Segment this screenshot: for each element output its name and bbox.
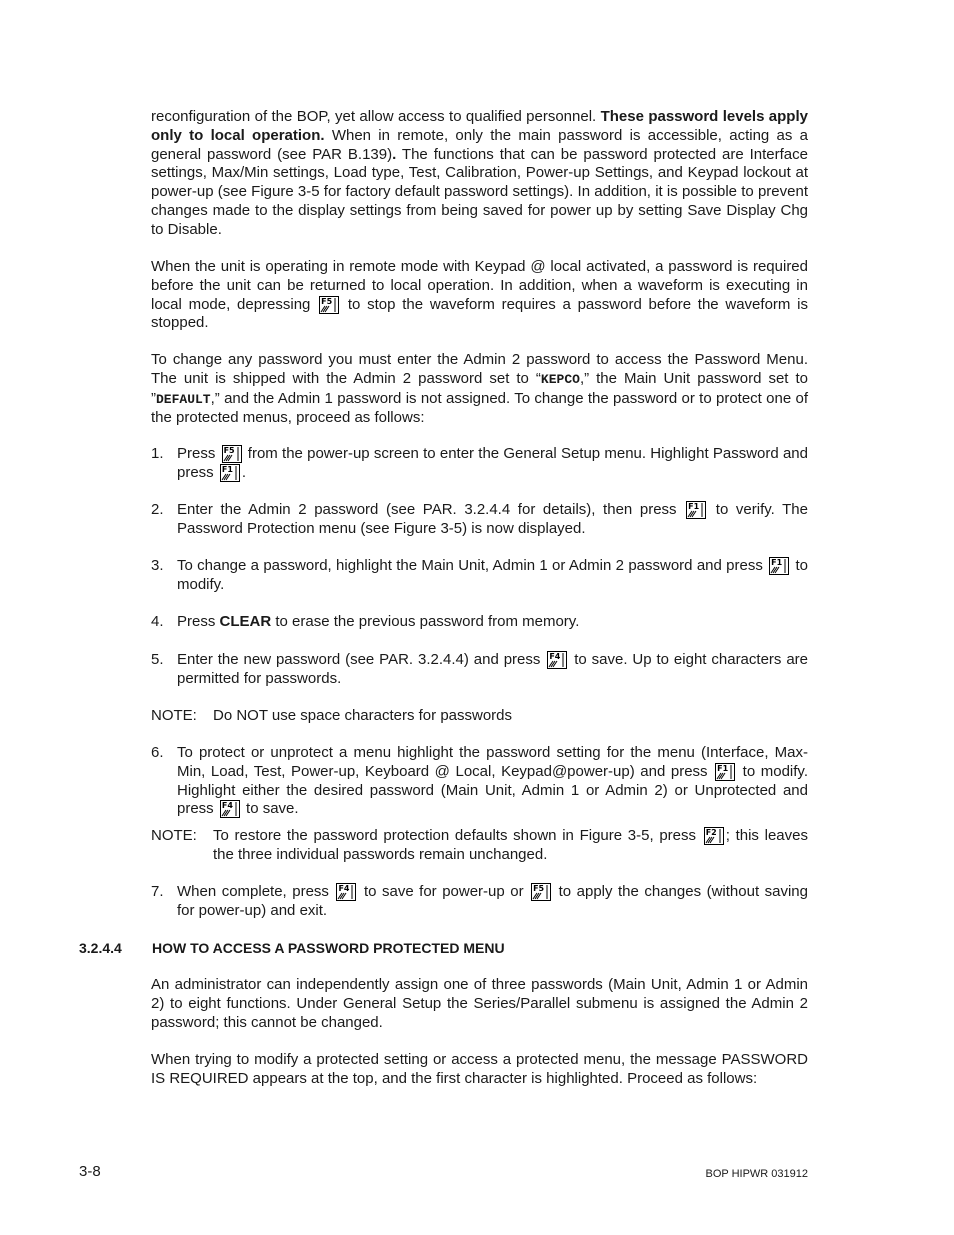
step-text bbox=[177, 501, 808, 539]
paragraph-remote-mode bbox=[151, 258, 808, 333]
note-text: Do NOT use space characters for passwords bbox=[213, 707, 513, 724]
text-run: to save. bbox=[241, 800, 299, 818]
paragraph-change-password bbox=[151, 351, 808, 428]
f5-key-icon bbox=[531, 883, 551, 901]
clear-key-label: CLEAR bbox=[219, 613, 272, 630]
step-number: 5. bbox=[151, 651, 164, 668]
key-label: F4 bbox=[338, 884, 350, 893]
text-run: ,” and the Admin 1 password is not assigned. To change the password or to protect one of the protected menus, proceed as follows: bbox=[151, 389, 808, 427]
text-run: To change any password you must enter the Admin 2 password to access the Password Menu. The unit is shipped with the Admin 2 password set to “ bbox=[151, 351, 808, 387]
step-number: 6. bbox=[151, 744, 164, 761]
text-run: The functions that can be password protected are Interface settings, Max/Min settings, Load type, Test, Calibration, Power-up Settings, and Keypad lockout at power-up (see Figure 3-5 for factory default password settings). In addition, it is possible to prevent changes made to the display settings from being saved for power up by setting Save Display Chg to Disable. bbox=[151, 145, 808, 238]
text-run: ,” the Main Unit password set to ” bbox=[151, 369, 808, 407]
text-run: ; this leaves the three individual passwords remain unchanged. bbox=[213, 827, 808, 863]
text-run: When the unit is operating in remote mode with Keypad @ local activated, a password is required before the unit can be returned to local operation. In addition, when a waveform is executing in local mode, depressing bbox=[151, 258, 808, 313]
key-label: F1 bbox=[771, 558, 783, 567]
text-run: reconfiguration of the BOP, yet allow access to qualified personnel. bbox=[151, 108, 601, 125]
default-password-default: DEFAULT bbox=[156, 391, 211, 407]
f5-key-icon bbox=[319, 296, 339, 314]
paragraph-password-required: When trying to modify a protected setting or access a protected menu, the message PASSWORD IS REQUIRED appears at the top, and the first character is highlighted. Proceed as follows: bbox=[151, 1051, 808, 1087]
paragraph-password-levels bbox=[151, 108, 808, 240]
f4-key-icon bbox=[547, 651, 567, 669]
default-password-kepco: KEPCO bbox=[540, 371, 580, 387]
text-run: to modify. Highlight either the desired password (Main Unit, Admin 1 or Admin 2) or Unprotected and press bbox=[177, 762, 808, 818]
section-number: 3.2.4.4 bbox=[79, 940, 122, 956]
paragraph-admin-assign: An administrator can independently assign one of three passwords (Main Unit, Admin 1 or Admin 2) to eight functions. Under General Setup the Series/Parallel submenu is assigned the Admin 2 password; this cannot be changed. bbox=[151, 976, 808, 1031]
f5-key-icon bbox=[222, 445, 242, 463]
step-text bbox=[177, 883, 808, 921]
key-label: F5 bbox=[223, 446, 235, 455]
text-run: When in remote, only the main password is accessible, acting as a general password (see PAR B.139) bbox=[151, 126, 809, 163]
section-title: HOW TO ACCESS A PASSWORD PROTECTED MENU bbox=[152, 940, 505, 956]
key-label: F5 bbox=[321, 296, 333, 306]
text-run: Enter the Admin 2 password (see PAR. 3.2.4.4 for details), then press bbox=[177, 501, 685, 518]
f1-key-icon bbox=[769, 557, 789, 575]
f4-key-icon bbox=[220, 800, 240, 818]
text-run: . bbox=[241, 463, 247, 481]
text-run: To change a password, highlight the Main Unit, Admin 1 or Admin 2 password and press bbox=[177, 557, 768, 574]
step-text bbox=[177, 445, 808, 483]
bold-text: . bbox=[392, 145, 397, 163]
f1-key-icon bbox=[686, 501, 706, 519]
f1-key-icon bbox=[715, 763, 735, 781]
step-number: 7. bbox=[151, 883, 164, 900]
key-label: F2 bbox=[705, 828, 717, 837]
page-number: 3-8 bbox=[79, 1163, 101, 1180]
text-run: from the power-up screen to enter the General Setup menu. Highlight Password and press bbox=[177, 445, 808, 481]
step-number: 1. bbox=[151, 445, 164, 462]
text-run: Enter the new password (see PAR. 3.2.4.4) and press bbox=[177, 651, 546, 668]
step-text bbox=[177, 613, 808, 632]
note-label: NOTE: bbox=[151, 827, 197, 844]
text-run: to save for power-up or bbox=[358, 883, 530, 900]
f4-key-icon bbox=[336, 883, 356, 901]
text-run: To protect or unprotect a menu highlight the password setting for the menu (Interface, Max-Min, Load, Test, Power-up, Keyboard @ Local, Keypad@power-up) and press bbox=[177, 744, 808, 780]
document-id: BOP HIPWR 031912 bbox=[705, 1168, 808, 1180]
text-run: to stop the waveform requires a password before the waveform is stopped. bbox=[151, 295, 808, 332]
f1-key-icon bbox=[220, 464, 240, 482]
key-label: F1 bbox=[221, 464, 233, 474]
text-run: To restore the password protection defaults shown in Figure 3-5, press bbox=[213, 827, 702, 844]
key-label: F5 bbox=[533, 884, 545, 893]
text-run: When complete, press bbox=[177, 883, 335, 900]
f2-key-icon bbox=[704, 827, 724, 845]
text-run: to apply the changes (without saving for power-up) and exit. bbox=[177, 883, 808, 919]
key-label: F4 bbox=[549, 652, 561, 661]
text-run: to modify. bbox=[177, 557, 808, 593]
step-number: 3. bbox=[151, 557, 164, 574]
text-run: to save. Up to eight characters are permitted for passwords. bbox=[177, 651, 809, 687]
step-number: 4. bbox=[151, 613, 164, 630]
key-label: F4 bbox=[221, 801, 233, 811]
step-number: 2. bbox=[151, 501, 164, 518]
bold-text: These password levels apply only to local operation. bbox=[151, 108, 808, 144]
step-text bbox=[177, 744, 808, 819]
note-text bbox=[213, 827, 808, 865]
text-run: to verify. The Password Protection menu (see Figure 3-5) is now displayed. bbox=[177, 501, 808, 537]
text-run: to erase the previous password from memory. bbox=[271, 613, 580, 630]
text-run: Press bbox=[177, 613, 220, 630]
text-run: Press bbox=[177, 445, 220, 462]
step-text bbox=[177, 557, 808, 595]
step-text bbox=[177, 651, 808, 689]
key-label: F1 bbox=[717, 763, 729, 773]
note-label: NOTE: bbox=[151, 707, 197, 724]
key-label: F1 bbox=[688, 502, 700, 511]
